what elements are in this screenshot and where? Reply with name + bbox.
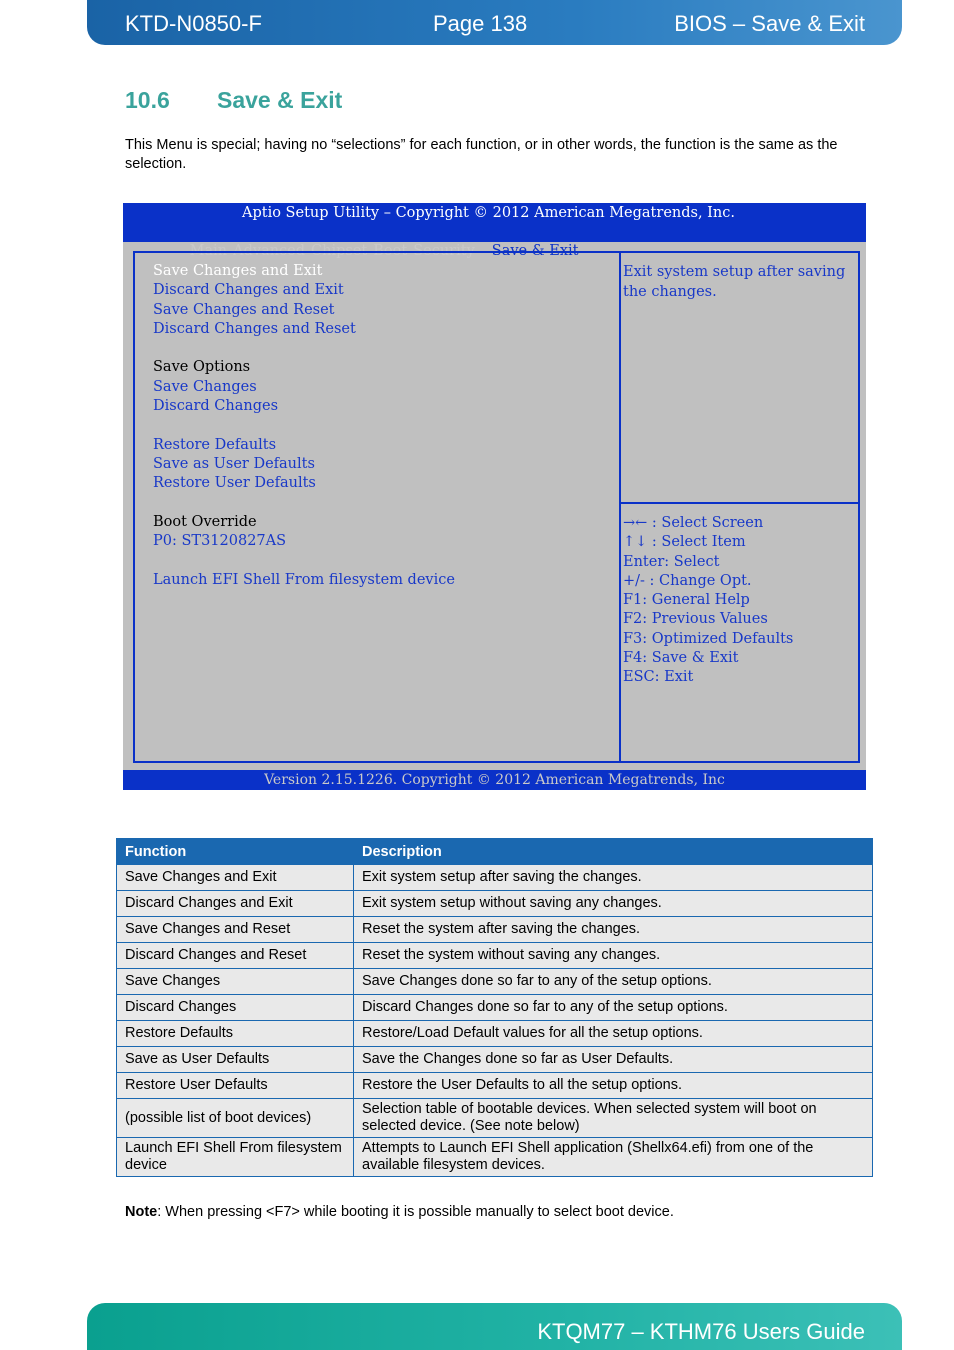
table-row — [117, 969, 873, 995]
menu-discard-changes-exit[interactable]: Discard Changes and Exit — [153, 282, 344, 299]
table-row — [117, 917, 873, 943]
tab-chipset[interactable]: Chipset — [311, 243, 368, 259]
page-header — [87, 0, 902, 45]
table-row — [117, 865, 873, 891]
table-cell-function: Discard Changes — [117, 995, 354, 1021]
table-cell-function: Save as User Defaults — [117, 1047, 354, 1073]
tab-advanced[interactable]: Advanced — [233, 243, 306, 259]
table-cell-function: Restore User Defaults — [117, 1073, 354, 1099]
section-title: Save & Exit — [217, 87, 343, 113]
header-section: BIOS – Save & Exit — [674, 11, 865, 36]
key-enter: Enter: Select — [623, 553, 720, 570]
table-row — [117, 943, 873, 969]
key-select-screen: →← : Select Screen — [623, 515, 764, 531]
menu-spacer — [153, 551, 455, 570]
page-number: Page 138 — [433, 11, 528, 36]
bios-title: Aptio Setup Utility – Copyright © 2012 American Megatrends, Inc. — [242, 205, 735, 221]
table-cell-function: Restore Defaults — [117, 1021, 354, 1047]
tab-save-exit[interactable]: Save & Exit — [489, 242, 590, 260]
table-header-description: Description — [354, 839, 873, 865]
page-footer — [87, 1303, 902, 1350]
help-divider — [621, 502, 858, 504]
table-row — [117, 1073, 873, 1099]
bios-version-bar: Version 2.15.1226. Copyright © 2012 American Megatrends, Inc — [123, 770, 866, 790]
table-cell-description: Exit system setup after saving the changes. — [354, 865, 873, 891]
menu-save-changes-exit[interactable]: Save Changes and Exit — [153, 263, 323, 279]
key-change-opt: +/- : Change Opt. — [623, 572, 752, 589]
table-cell-description: Reset the system without saving any changes. — [354, 943, 873, 969]
section-heading — [125, 86, 342, 114]
table-cell-description: Attempts to Launch EFI Shell application (Shellx64.efi) from one of the available filesystem devices. — [354, 1138, 873, 1177]
help-text: Exit system setup after saving the changes. — [623, 264, 846, 300]
intro-paragraph: This Menu is special; having no “selections” for each function, or in other words, the function is the same as the selection. — [125, 137, 838, 172]
table-header-function: Function — [117, 839, 354, 865]
table-row — [117, 1047, 873, 1073]
table-cell-function: (possible list of boot devices) — [117, 1099, 354, 1138]
boot-note — [125, 1203, 674, 1222]
table-row — [117, 995, 873, 1021]
menu-discard-changes-reset[interactable]: Discard Changes and Reset — [153, 320, 356, 337]
key-legend — [623, 514, 793, 688]
menu-discard-changes[interactable]: Discard Changes — [153, 398, 279, 415]
table-cell-description: Selection table of bootable devices. When selected system will boot on selected device. (See note below) — [354, 1099, 873, 1138]
table-cell-function: Save Changes — [117, 969, 354, 995]
table-cell-description: Restore/Load Default values for all the setup options. — [354, 1021, 873, 1047]
menu-boot-device[interactable]: P0: ST3120827AS — [153, 533, 287, 550]
menu-save-user-defaults[interactable]: Save as User Defaults — [153, 455, 315, 472]
table-row — [117, 1021, 873, 1047]
table-cell-function: Save Changes and Reset — [117, 917, 354, 943]
table-row — [117, 1099, 873, 1138]
bios-menu — [153, 262, 455, 590]
bios-menu-panel — [133, 251, 619, 763]
table-cell-description: Restore the User Defaults to all the setup options. — [354, 1073, 873, 1099]
table-cell-function: Launch EFI Shell From filesystem device — [117, 1138, 354, 1177]
table-cell-description: Save Changes done so far to any of the setup options. — [354, 969, 873, 995]
menu-restore-user-defaults[interactable]: Restore User Defaults — [153, 475, 316, 492]
menu-spacer — [153, 339, 455, 358]
section-number: 10.6 — [125, 87, 170, 113]
table-header-row — [117, 839, 873, 865]
table-row — [117, 891, 873, 917]
table-cell-function: Discard Changes and Exit — [117, 891, 354, 917]
menu-launch-efi-shell[interactable]: Launch EFI Shell From filesystem device — [153, 571, 455, 588]
table-cell-description: Save the Changes done so far as User Defaults. — [354, 1047, 873, 1073]
table-row — [117, 1138, 873, 1177]
function-table — [116, 838, 873, 1177]
table-cell-function: Save Changes and Exit — [117, 865, 354, 891]
menu-save-changes[interactable]: Save Changes — [153, 378, 257, 395]
menu-spacer — [153, 416, 455, 435]
key-esc: ESC: Exit — [623, 669, 694, 686]
tab-boot[interactable]: Boot — [373, 243, 408, 259]
key-f1: F1: General Help — [623, 592, 750, 609]
bios-title-bar — [123, 203, 866, 259]
menu-spacer — [153, 494, 455, 513]
menu-restore-defaults[interactable]: Restore Defaults — [153, 436, 277, 453]
table-cell-description: Discard Changes done so far to any of the setup options. — [354, 995, 873, 1021]
key-select-item: ↑↓ : Select Item — [623, 534, 746, 551]
note-label: Note — [125, 1204, 158, 1220]
key-f3: F3: Optimized Defaults — [623, 630, 794, 647]
note-text: : When pressing <F7> while booting it is possible manually to select boot device. — [157, 1204, 674, 1220]
key-f2: F2: Previous Values — [623, 611, 768, 628]
table-cell-description: Exit system setup without saving any changes. — [354, 891, 873, 917]
doc-id: KTD-N0850-F — [125, 11, 262, 36]
menu-group-save-options: Save Options — [153, 359, 251, 376]
tab-main[interactable]: Main — [189, 243, 228, 259]
table-cell-description: Reset the system after saving the changes. — [354, 917, 873, 943]
bios-help-panel — [619, 251, 860, 763]
menu-save-changes-reset[interactable]: Save Changes and Reset — [153, 301, 335, 318]
table-cell-function: Discard Changes and Reset — [117, 943, 354, 969]
footer-title: KTQM77 – KTHM76 Users Guide — [537, 1319, 865, 1344]
key-f4: F4: Save & Exit — [623, 650, 739, 667]
bios-screen — [123, 203, 866, 790]
menu-group-boot-override: Boot Override — [153, 513, 257, 530]
tab-security[interactable]: Security — [413, 243, 475, 259]
